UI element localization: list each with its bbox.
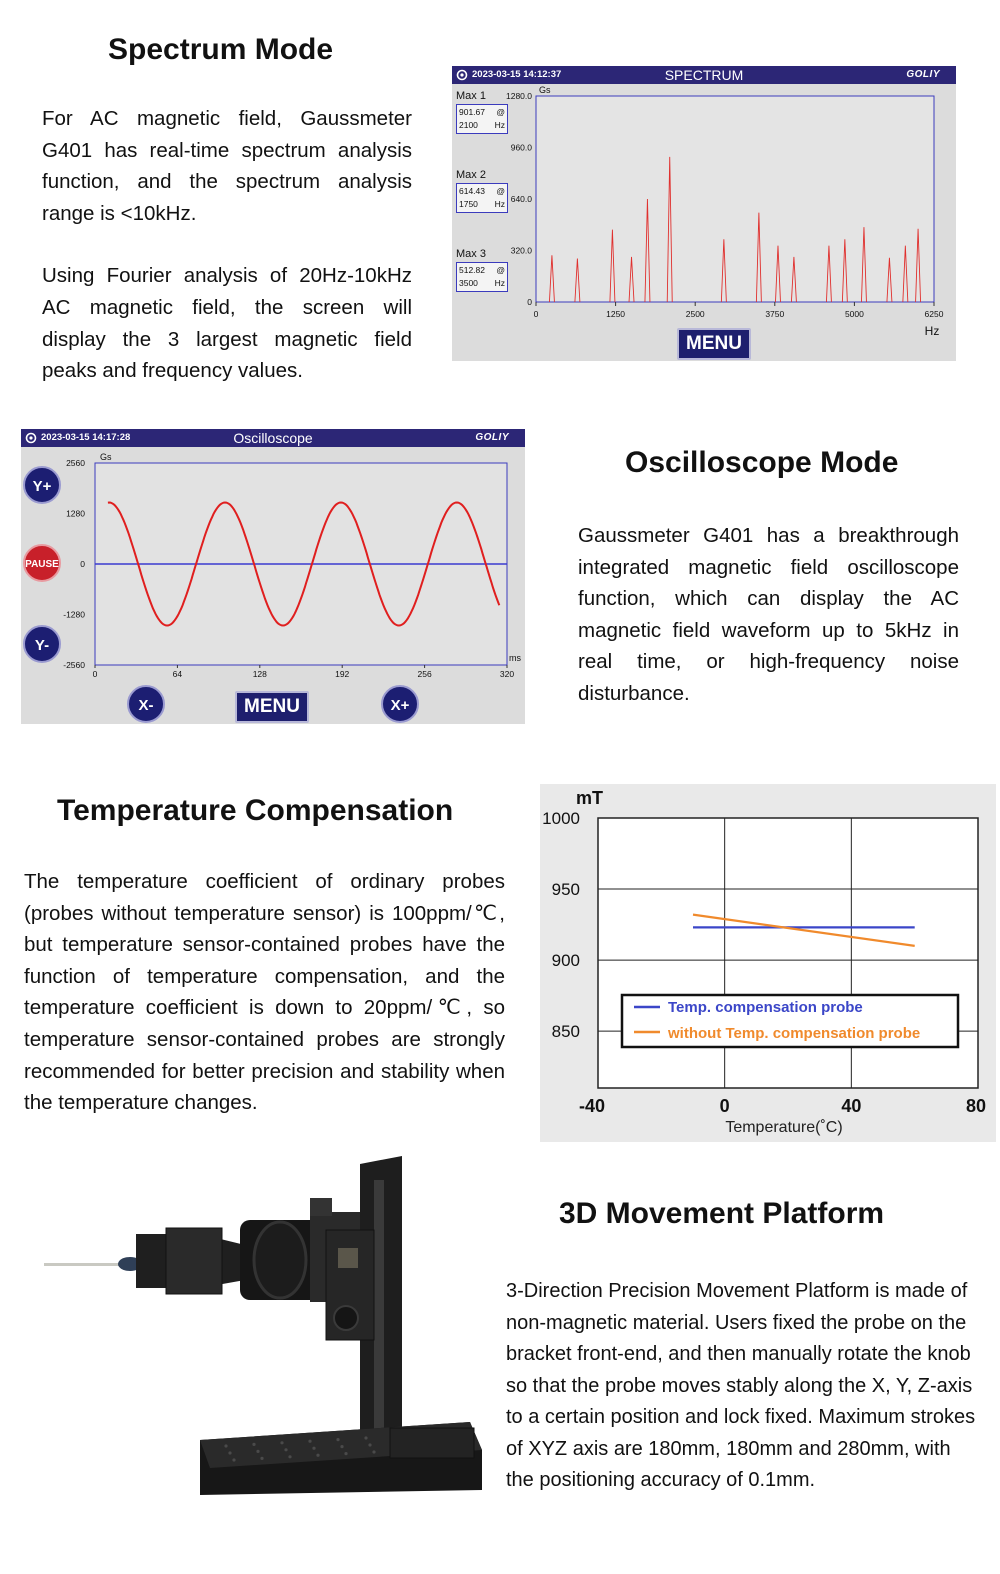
platform-description	[506, 1276, 976, 1528]
base-hole	[232, 1458, 235, 1461]
spectrum-x-tick: 2500	[685, 309, 705, 319]
spectrum-y-tick: 0	[527, 297, 532, 307]
spectrum-x-tick: 0	[533, 309, 539, 319]
base-hole	[344, 1452, 347, 1455]
max-1-frequency: 2100	[459, 120, 478, 130]
base-hole	[308, 1440, 311, 1443]
base-hole	[368, 1443, 371, 1446]
max-2-at: @	[496, 186, 505, 196]
spectrum-x-tick: 6250	[924, 309, 944, 319]
base-hole	[336, 1438, 339, 1441]
oscilloscope-description	[578, 520, 959, 741]
base-hole	[364, 1436, 367, 1439]
oscilloscope-x-unit: ms	[509, 653, 521, 663]
temperature-heading: Temperature Compensation	[57, 794, 454, 827]
base-hole	[288, 1455, 291, 1458]
spectrum-y-unit: Gs	[539, 85, 551, 95]
spectrum-y-tick: 640.0	[510, 194, 532, 204]
temperature-y-tick: 850	[551, 1022, 580, 1042]
x-minus-button[interactable]: X-	[127, 685, 165, 723]
base-hole	[224, 1444, 227, 1447]
temperature-x-axis-label: Temperature(˚C)	[725, 1119, 843, 1136]
temperature-x-tick: -40	[578, 1096, 606, 1116]
legend-label-compensated: Temp. compensation probe	[668, 999, 863, 1016]
temperature-y-axis-label: mT	[576, 788, 603, 808]
spectrum-heading: Spectrum Mode	[108, 33, 334, 66]
base-hole	[340, 1445, 343, 1448]
brand-logo: GOLIY	[475, 432, 509, 443]
z-axis-knob	[334, 1306, 358, 1330]
max-1-value: 901.67	[459, 107, 485, 117]
max-2-label: Max 2	[456, 169, 486, 181]
spectrum-title: SPECTRUM	[664, 67, 744, 83]
x-axis-slide	[390, 1428, 474, 1458]
y-plus-button[interactable]: Y+	[23, 466, 61, 504]
oscilloscope-heading: Oscilloscope Mode	[625, 446, 899, 479]
base-hole	[228, 1451, 231, 1454]
max-2-value: 614.43	[459, 186, 485, 196]
oscilloscope-x-tick: 320	[499, 669, 515, 679]
spectrum-y-tick: 320.0	[510, 245, 532, 256]
temperature-x-tick: 40	[841, 1096, 862, 1116]
base-hole	[256, 1450, 259, 1453]
spectrum-y-tick: 960.0	[510, 142, 532, 153]
x-plus-button[interactable]: X+	[381, 685, 419, 723]
rotation-knob	[254, 1222, 306, 1298]
slide-knob-top	[310, 1198, 332, 1216]
oscilloscope-paragraph: Gaussmeter G401 has a breakthrough integrated magnetic field oscilloscope function, which can display the AC magnetic field waveform up to 5kHz in real time, or high-frequency noise disturbance.	[578, 524, 959, 705]
max-1-label: Max 1	[456, 90, 486, 102]
max-3-label: Max 3	[456, 248, 486, 260]
oscilloscope-x-tick: 192	[335, 669, 350, 679]
spectrum-y-tick: 1280.0	[506, 91, 532, 101]
max-1-at: @	[496, 107, 505, 117]
oscilloscope-title: Oscilloscope	[233, 430, 313, 446]
temperature-x-tick: 0	[719, 1096, 730, 1116]
column-rail	[374, 1180, 384, 1450]
temperature-description	[24, 866, 505, 1150]
max-2-unit: Hz	[494, 199, 505, 209]
spectrum-description	[42, 103, 412, 418]
spectrum-x-tick: 3750	[765, 309, 785, 319]
spectrum-screen	[452, 66, 956, 361]
platform-paragraph: 3-Direction Precision Movement Platform is made of non-magnetic material. Users fixed the probe on the bracket front-end, and then manually rotate the knob so that the probe moves stably along the X, Y, Z-axis to a certain position and lock fixed. Maximum strokes of XYZ axis are 180mm, 180mm and 280mm, with the positioning accuracy of 0.1mm.	[506, 1280, 976, 1491]
base-hole	[312, 1447, 315, 1450]
temperature-y-tick: 900	[551, 951, 580, 971]
spectrum-x-unit: Hz	[924, 324, 940, 338]
temperature-chart-panel	[540, 784, 996, 1142]
spectrum-plot-area	[536, 96, 934, 302]
temperature-legend	[622, 995, 958, 1047]
spectrum-paragraph-1: For AC magnetic field, Gaussmeter G401 has real-time spectrum analysis function, and the spectrum analysis range is <10kHz.	[42, 107, 412, 225]
oscilloscope-y-unit: Gs	[100, 452, 112, 462]
spectrum-x-tick: 1250	[606, 309, 626, 319]
3d-platform-photo	[30, 1150, 500, 1510]
base-hole	[280, 1441, 283, 1444]
max-3-unit: Hz	[494, 278, 505, 288]
max-3-value: 512.82	[459, 265, 485, 275]
oscilloscope-screen	[21, 429, 525, 724]
oscilloscope-x-tick: 256	[417, 669, 432, 679]
oscilloscope-y-tick: 2560	[66, 458, 85, 468]
spectrum-menu-button[interactable]: MENU	[677, 328, 751, 360]
legend-label-uncompensated: without Temp. compensation probe	[668, 1025, 921, 1042]
oscilloscope-x-tick: 128	[252, 669, 267, 679]
oscilloscope-y-tick: 1280	[66, 508, 85, 519]
spectrum-chart	[452, 66, 956, 361]
temperature-y-tick: 950	[551, 880, 580, 900]
base-hole	[284, 1448, 287, 1451]
oscilloscope-x-tick: 0	[92, 669, 98, 679]
temperature-x-tick: 80	[965, 1096, 987, 1116]
max-1-unit: Hz	[494, 120, 505, 130]
carriage-detail	[338, 1248, 358, 1268]
oscilloscope-y-tick: -1280	[63, 609, 85, 620]
base-hole	[316, 1454, 319, 1457]
holder-plate	[166, 1228, 222, 1294]
pause-button[interactable]: PAUSE	[23, 544, 61, 582]
temperature-y-tick: 1000	[542, 809, 580, 828]
platform-heading: 3D Movement Platform	[559, 1197, 885, 1230]
base-hole	[372, 1450, 375, 1453]
temperature-chart	[540, 784, 996, 1142]
spectrum-x-tick: 5000	[844, 309, 864, 319]
brand-logo: GOLIY	[906, 69, 940, 80]
y-minus-button[interactable]: Y-	[23, 625, 61, 663]
oscilloscope-y-tick: 0	[80, 559, 85, 569]
spectrum-paragraph-2: Using Fourier analysis of 20Hz-10kHz AC magnetic field, the screen will display the 3 largest magnetic field peaks and frequency values.	[42, 264, 412, 383]
base-hole	[252, 1443, 255, 1446]
spectrum-date: 2023-03-15 14:12:37	[472, 69, 562, 80]
oscilloscope-y-tick: -2560	[63, 660, 85, 670]
oscilloscope-chart	[21, 429, 525, 724]
oscilloscope-date: 2023-03-15 14:17:28	[41, 432, 131, 443]
oscilloscope-menu-button[interactable]: MENU	[235, 691, 309, 723]
oscilloscope-x-tick: 64	[172, 669, 183, 679]
temperature-paragraph: The temperature coefficient of ordinary probes (probes without temperature sensor) is 100ppm/℃, but temperature sensor-contained probes have the function of temperature compensation, and the temperature coefficient is down to 20ppm/℃, so temperature sensor-contained probes are strongly recommended for better precision and stability when the temperature changes.	[24, 870, 505, 1115]
base-hole	[260, 1457, 263, 1460]
max-3-frequency: 3500	[459, 278, 478, 288]
max-3-at: @	[496, 265, 505, 275]
max-2-frequency: 1750	[459, 199, 478, 209]
